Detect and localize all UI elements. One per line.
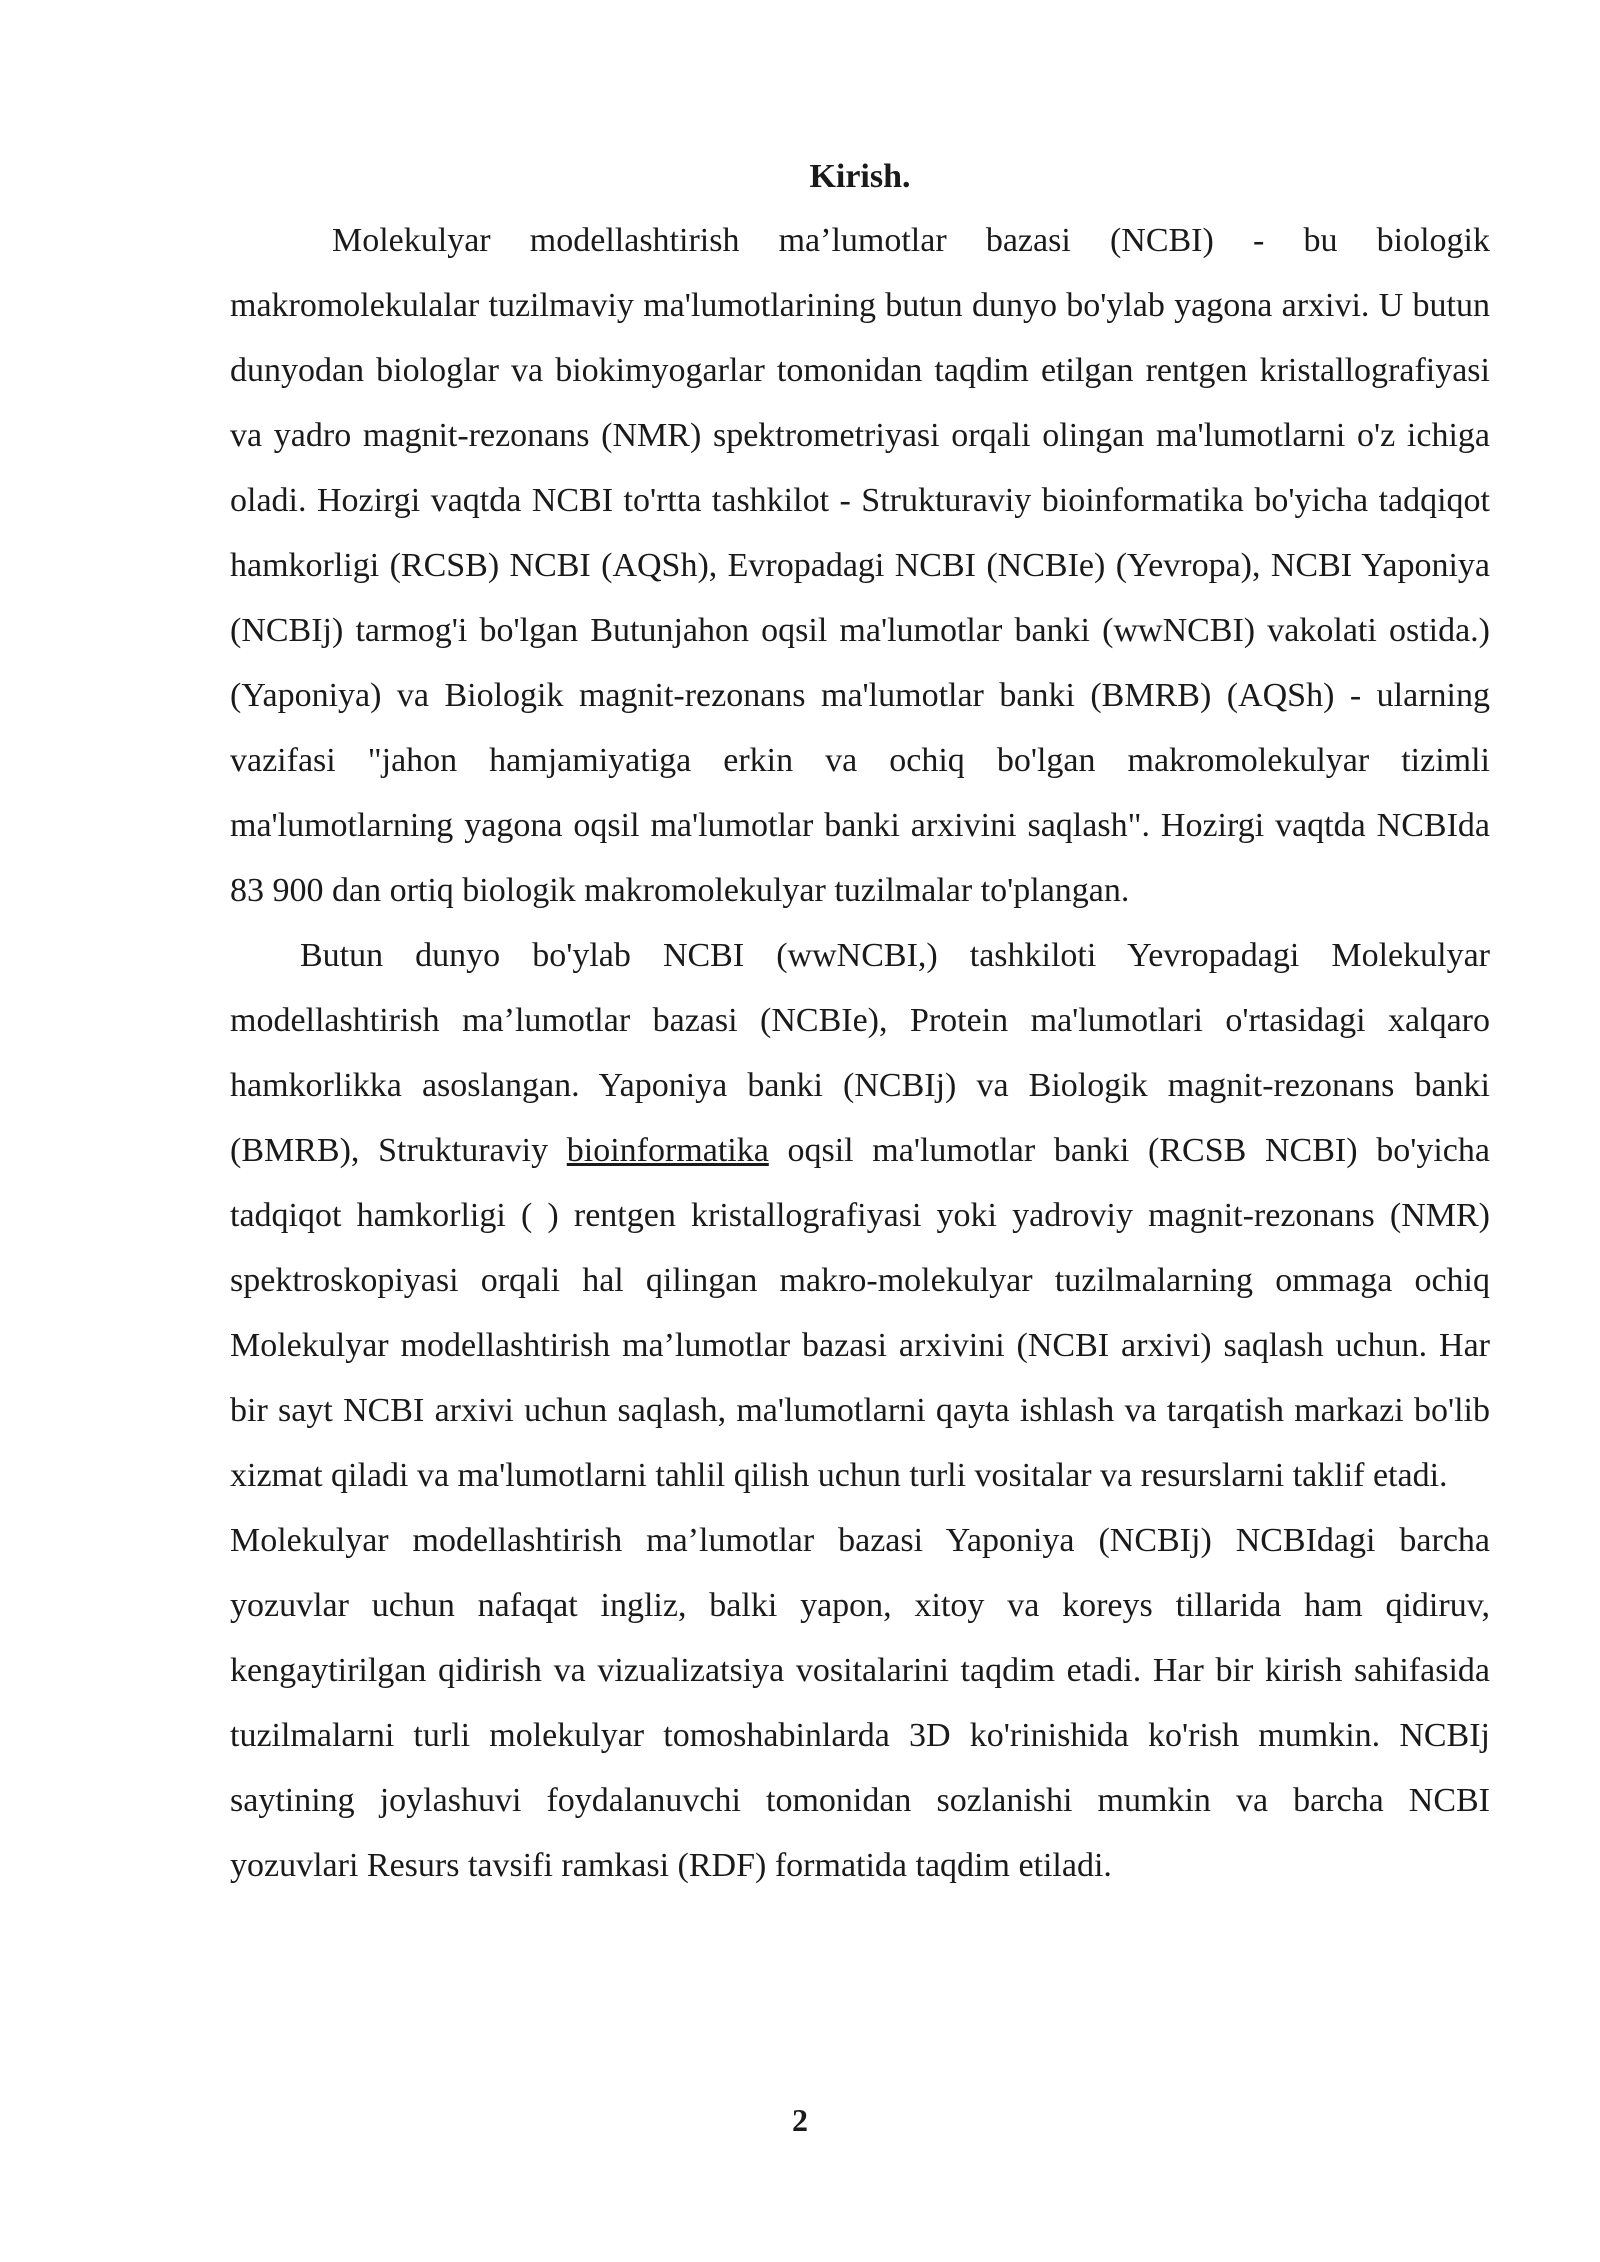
paragraph-2-text-after-link: oqsil ma'lumotlar banki (RCSB NCBI) bo'yicha tadqiqot hamkorligi ( ) rentgen kristallografiyasi yoki yadroviy magnit-rezonans (NMR) spektroskopiyasi orqali hal qilingan makro-molekulyar tuzilmalarning ommaga ochiq Molekulyar modellashtirish ma’lumotlar bazasi arxivini (NCBI arxivi) saqlash uchun. Har bir sayt NCBI arxivi uchun saqlash, ma'lumotlarni qayta ishlash va tarqatish markazi bo'lib xizmat qiladi va ma'lumotlarni tahlil qilish uchun turli vositalar va resurslarni taklif etadi. bbox=[230, 1132, 1490, 1494]
page-title: Kirish. bbox=[809, 158, 911, 195]
paragraph-3: Molekulyar modellashtirish ma’lumotlar bazasi Yaponiya (NCBIj) NCBIdagi barcha yozuvlar uchun nafaqat ingliz, balki yapon, xitoy va koreys tillarida ham qidiruv, kengaytirilgan qidirish va vizualizatsiya vositalarini taqdim etadi. Har bir kirish sahifasida tuzilmalarni turli molekulyar tomoshabinlarda 3D ko'rinishida ko'rish mumkin. NCBIj saytining joylashuvi foydalanuvchi tomonidan sozlanishi mumkin va barcha NCBI yozuvlari Resurs tavsifi ramkasi (RDF) formatida taqdim etiladi. bbox=[230, 1522, 1490, 1884]
paragraph-1: Molekulyar modellashtirish ma’lumotlar bazasi (NCBI) - bu biologik makromolekulalar tuzilmaviy ma'lumotlarining butun dunyo bo'ylab yagona arxivi. U butun dunyodan biologlar va biokimyogarlar tomonidan taqdim etilgan rentgen kristallografiyasi va yadro magnit-rezonans (NMR) spektrometriyasi orqali olingan ma'lumotlarni o'z ichiga oladi. Hozirgi vaqtda NCBI to'rtta tashkilot - Strukturaviy bioinformatika bo'yicha tadqiqot hamkorligi (RCSB) NCBI (AQSh), Evropadagi NCBI (NCBIe) (Yevropa), NCBI Yaponiya (NCBIj) tarmog'i bo'lgan Butunjahon oqsil ma'lumotlar banki (wwNCBI) vakolati ostida.) (Yaponiya) va Biologik magnit-rezonans ma'lumotlar banki (BMRB) (AQSh) - ularning vazifasi "jahon hamjamiyatiga erkin va ochiq bo'lgan makromolekulyar tizimli ma'lumotlarning yagona oqsil ma'lumotlar banki arxivini saqlash". Hozirgi vaqtda NCBIda 83 900 dan ortiq biologik makromolekulyar tuzilmalar to'plangan. bbox=[230, 222, 1490, 909]
page-number: 2 bbox=[792, 2102, 808, 2138]
document-page bbox=[230, 150, 1490, 1898]
paragraph-2 bbox=[230, 923, 1490, 1508]
paragraph-2-text-before-link: Butun dunyo bo'ylab NCBI (wwNCBI,) tashkiloti Yevropadagi Molekulyar modellashtirish ma’lumotlar bazasi (NCBIe), Protein ma'lumotlari o'rtasidagi xalqaro hamkorlikka asoslangan. Yaponiya banki (NCBIj) va Biologik magnit-rezonans banki (BMRB), Strukturaviy bbox=[230, 937, 1490, 1169]
bioinformatika-link[interactable]: bioinformatika bbox=[566, 1132, 769, 1169]
